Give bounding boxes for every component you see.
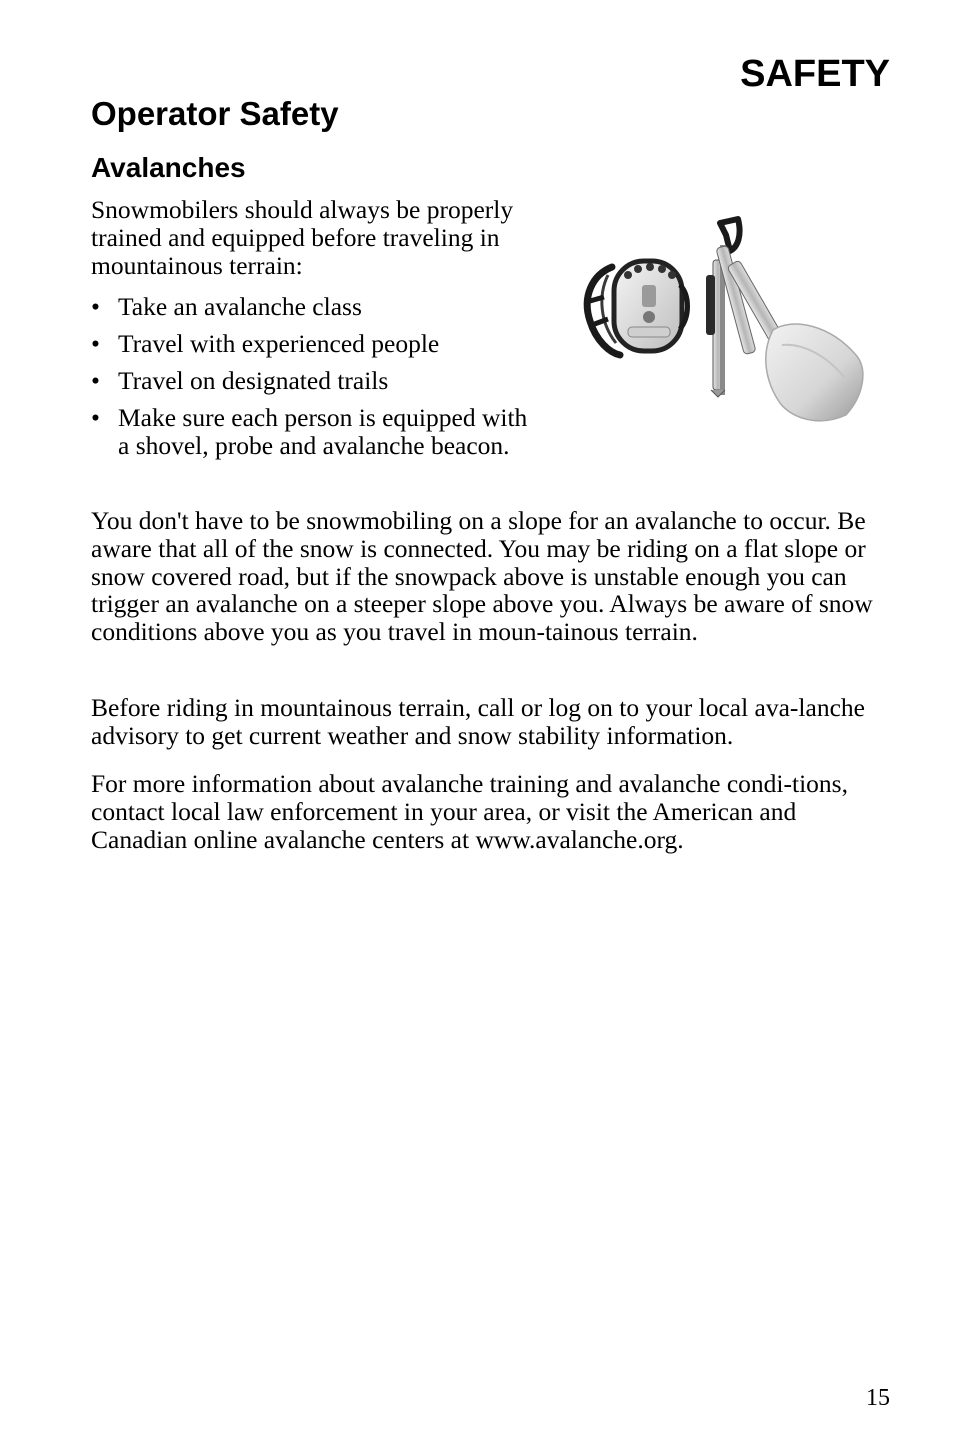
- equipment-list: [91, 293, 531, 469]
- list-item-text: Make sure each person is equipped with a shovel, probe and avalanche beacon.: [118, 403, 528, 461]
- list-item: [91, 293, 531, 321]
- avalanche-trigger-paragraph: You don't have to be snowmobiling on a slope for an avalanche to occur. Be aware that all of the snow is connected. You may be riding on a flat slope or snow covered road, but if the snowpack above is unstable enough you can trigger an avalanche on a steeper slope above you. Always be aware of snow conditions above you as you travel in moun-tainous terrain.: [91, 506, 873, 647]
- page-number: 15: [866, 1385, 890, 1411]
- bullet-marker: •: [91, 366, 100, 396]
- section-subtitle: Avalanches: [91, 152, 246, 183]
- list-item-text: Take an avalanche class: [118, 292, 362, 321]
- intro-paragraph: Snowmobilers should always be properly trained and equipped before traveling in mountainous terrain:: [91, 195, 514, 280]
- list-item: [91, 330, 531, 358]
- list-item: [91, 367, 531, 395]
- more-info-paragraph: For more information about avalanche training and avalanche condi-tions, contact local law enforcement in your area, or visit the American and Canadian online avalanche centers at www.avalanche.org.: [91, 769, 848, 854]
- bullet-marker: •: [91, 329, 100, 359]
- bullet-marker: •: [91, 403, 100, 433]
- page-title: Operator Safety: [91, 95, 339, 132]
- avalanche-beacon-icon: [587, 261, 687, 355]
- snow-shovel-icon: [716, 219, 863, 421]
- bullet-marker: •: [91, 292, 100, 321]
- avalanche-gear-illustration: [568, 205, 886, 430]
- list-item-text: Travel on designated trails: [118, 366, 389, 396]
- list-item-text: Travel with experienced people: [118, 329, 440, 359]
- section-header: SAFETY: [740, 53, 890, 95]
- list-item: [91, 404, 531, 460]
- advisory-paragraph: Before riding in mountainous terrain, call or log on to your local ava-lanche advisory to get current weather and snow stability information.: [91, 693, 865, 750]
